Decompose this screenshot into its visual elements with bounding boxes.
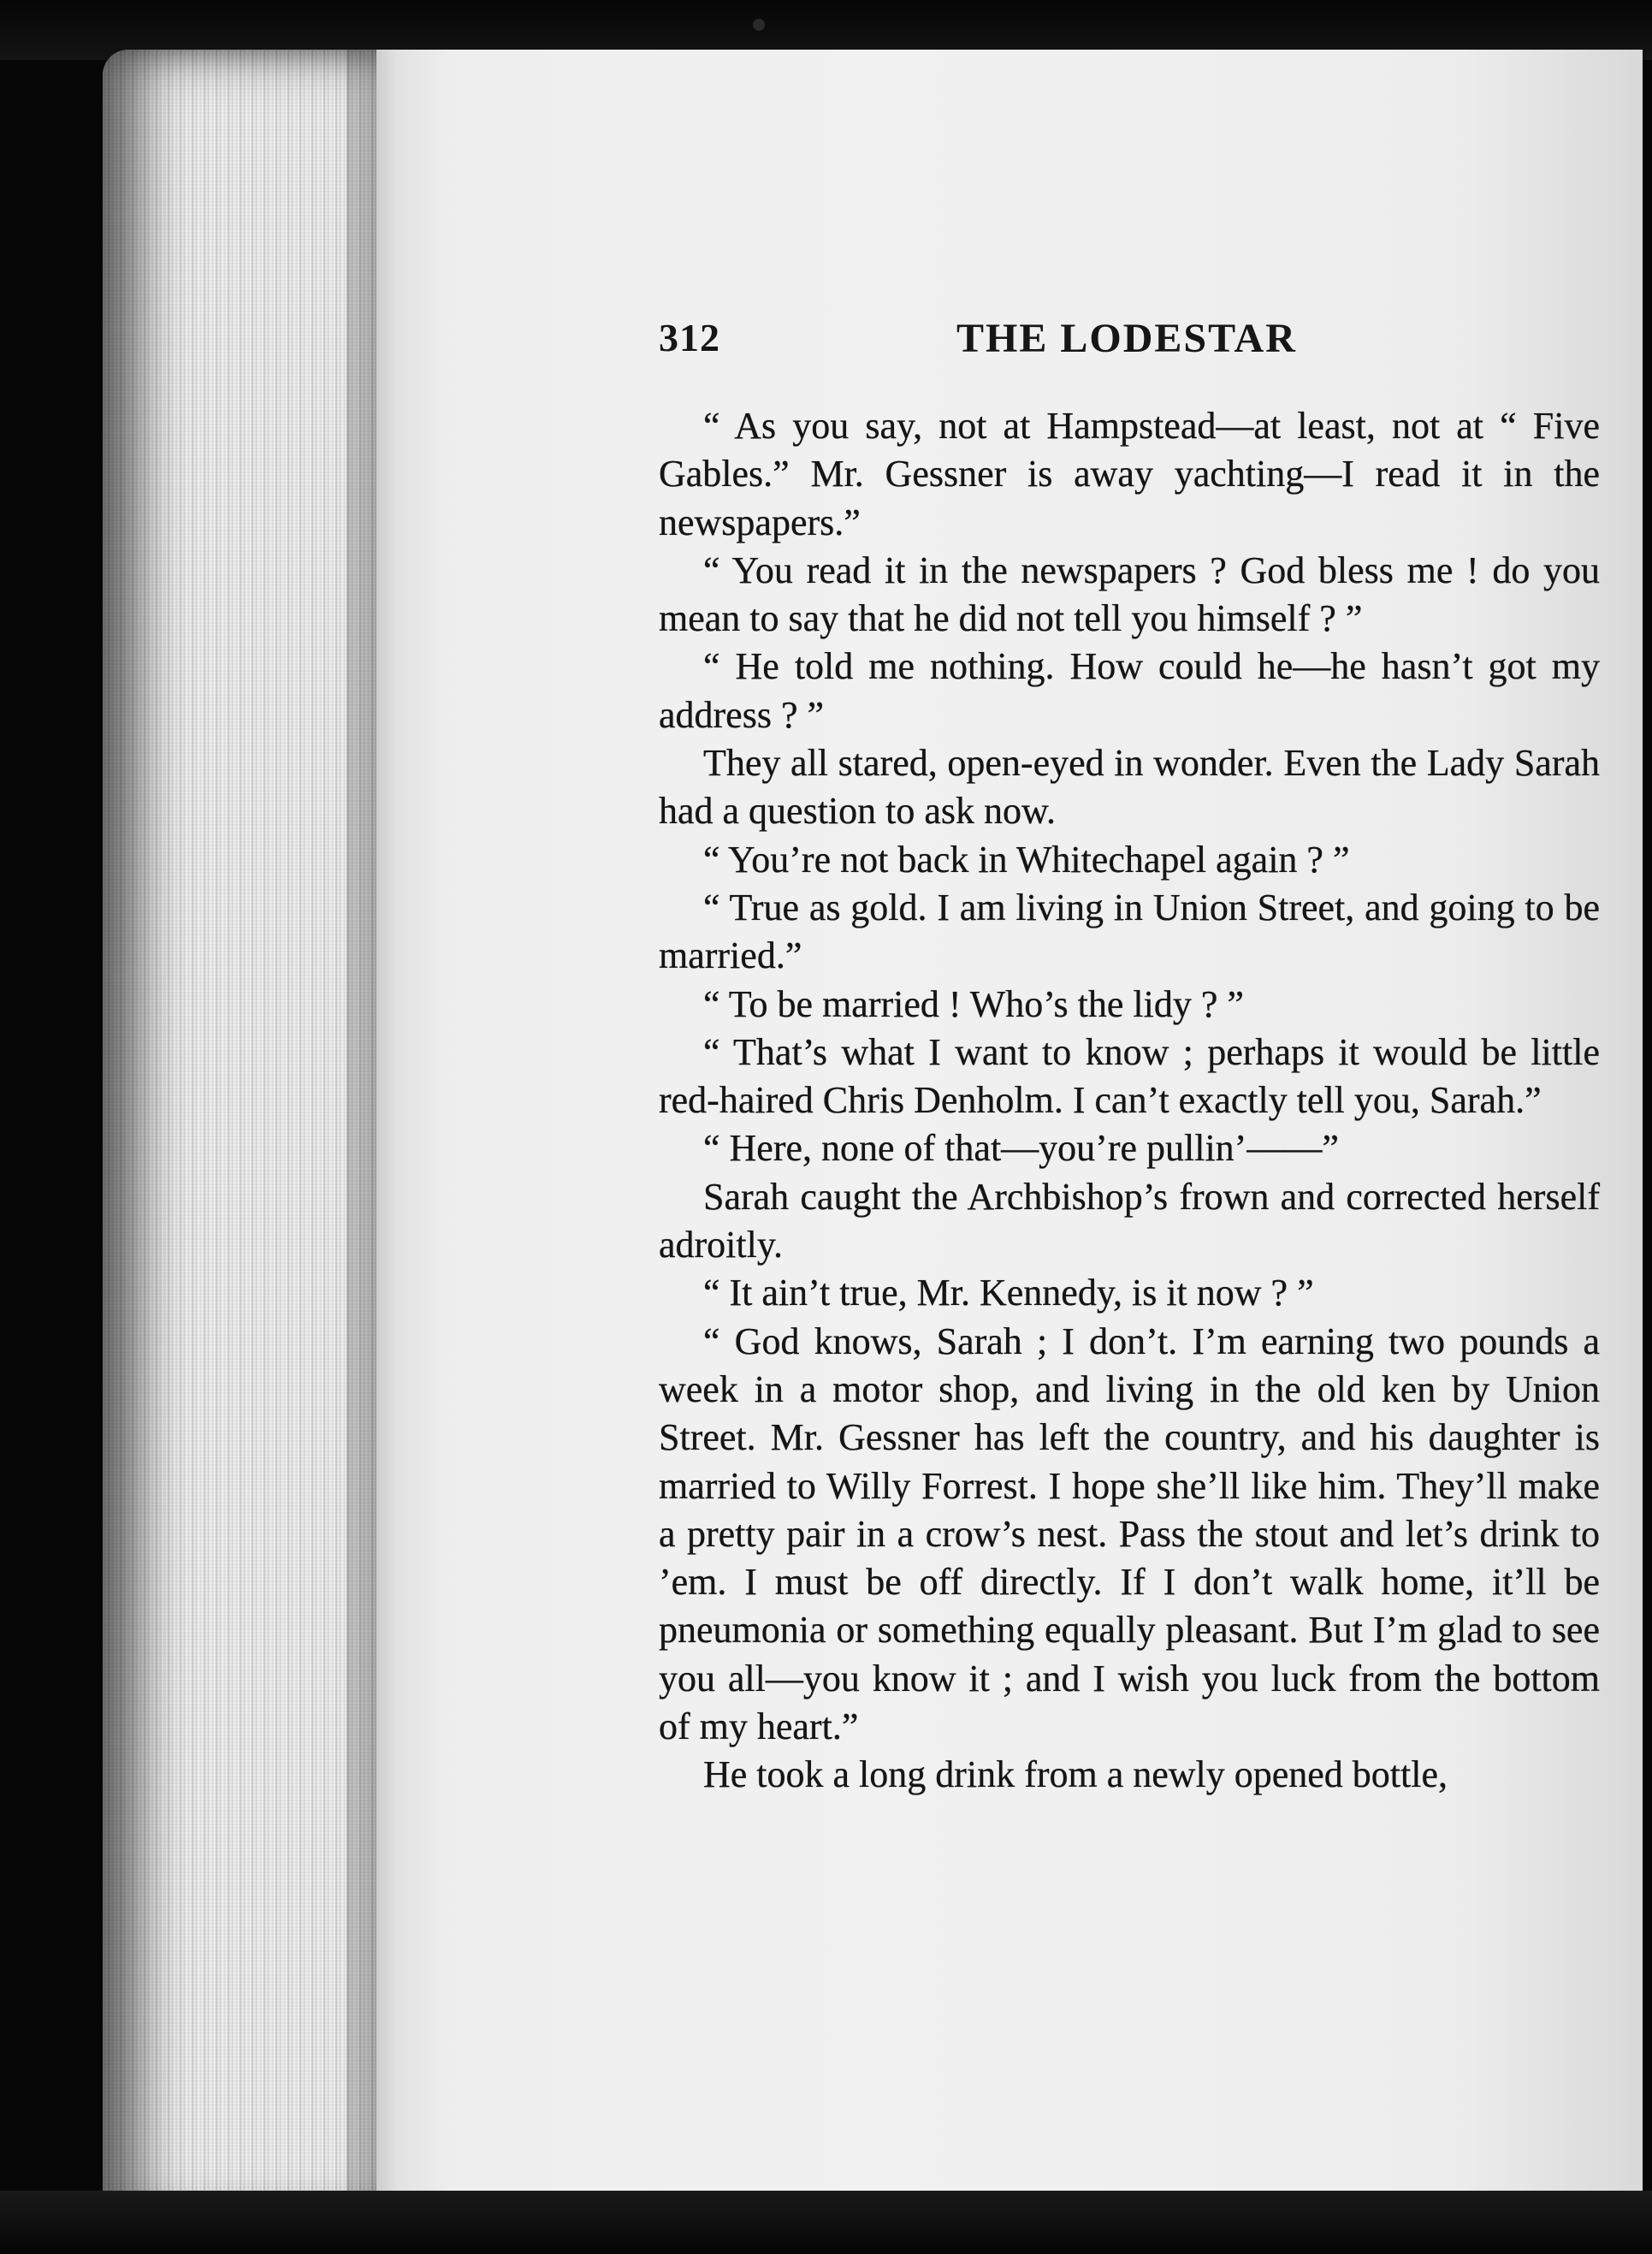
paragraph: “ God knows, Sarah ; I don’t. I’m earning two pounds a week in a motor shop, and living in the old ken by Union Street. Mr. Gessner has left the country, and his daughter is married to Willy Forrest. I hope she’ll like him. They’ll make a pretty pair in a crow’s nest. Pass the stout and let’s drink to ’em. I must be off directly. If I don’t walk home, it’ll be pneumonia or something equally pleasant. But I’m glad to see you all—you know it ; and I wish you luck from the bottom of my heart.”	[659, 1320, 1600, 1748]
page-number: 312	[659, 316, 720, 359]
paragraph: “ True as gold. I am living in Union Street, and going to be married.”	[659, 886, 1600, 977]
page-header	[659, 315, 1600, 375]
paragraph: Sarah caught the Archbishop’s frown and corrected herself adroitly.	[659, 1175, 1600, 1266]
book-page-edges	[103, 50, 385, 2223]
body-text	[659, 402, 1600, 1800]
paragraph: “ You read it in the newspapers ? God bless me ! do you mean to say that he did not tell you himself ? ”	[659, 549, 1600, 640]
paragraph: He took a long drink from a newly opened bottle,	[703, 1753, 1448, 1796]
running-title: THE LODESTAR	[956, 316, 1297, 361]
paragraph: “ That’s what I want to know ; perhaps it would be little red-haired Chris Denholm. I can’t exactly tell you, Sarah.”	[659, 1030, 1600, 1122]
paragraph: “ You’re not back in Whitechapel again ? ”	[703, 838, 1350, 881]
scanner-background-bottom	[0, 2191, 1652, 2254]
paragraph: “ To be married ! Who’s the lidy ? ”	[703, 982, 1244, 1025]
paragraph: “ As you say, not at Hampstead—at least, not at “ Five Gables.” Mr. Gessner is away yachting—I read it in the newspapers.”	[659, 405, 1600, 543]
spine-shadow	[346, 50, 398, 2223]
paragraph: They all stared, open-eyed in wonder. Even the Lady Sarah had a question to ask now.	[659, 742, 1600, 833]
paragraph: “ It ain’t true, Mr. Kennedy, is it now ? ”	[703, 1272, 1314, 1314]
paragraph: “ He told me nothing. How could he—he hasn’t got my address ? ”	[659, 645, 1600, 736]
paragraph: “ Here, none of that—you’re pullin’——”	[703, 1127, 1339, 1170]
stray-mark	[753, 19, 765, 31]
